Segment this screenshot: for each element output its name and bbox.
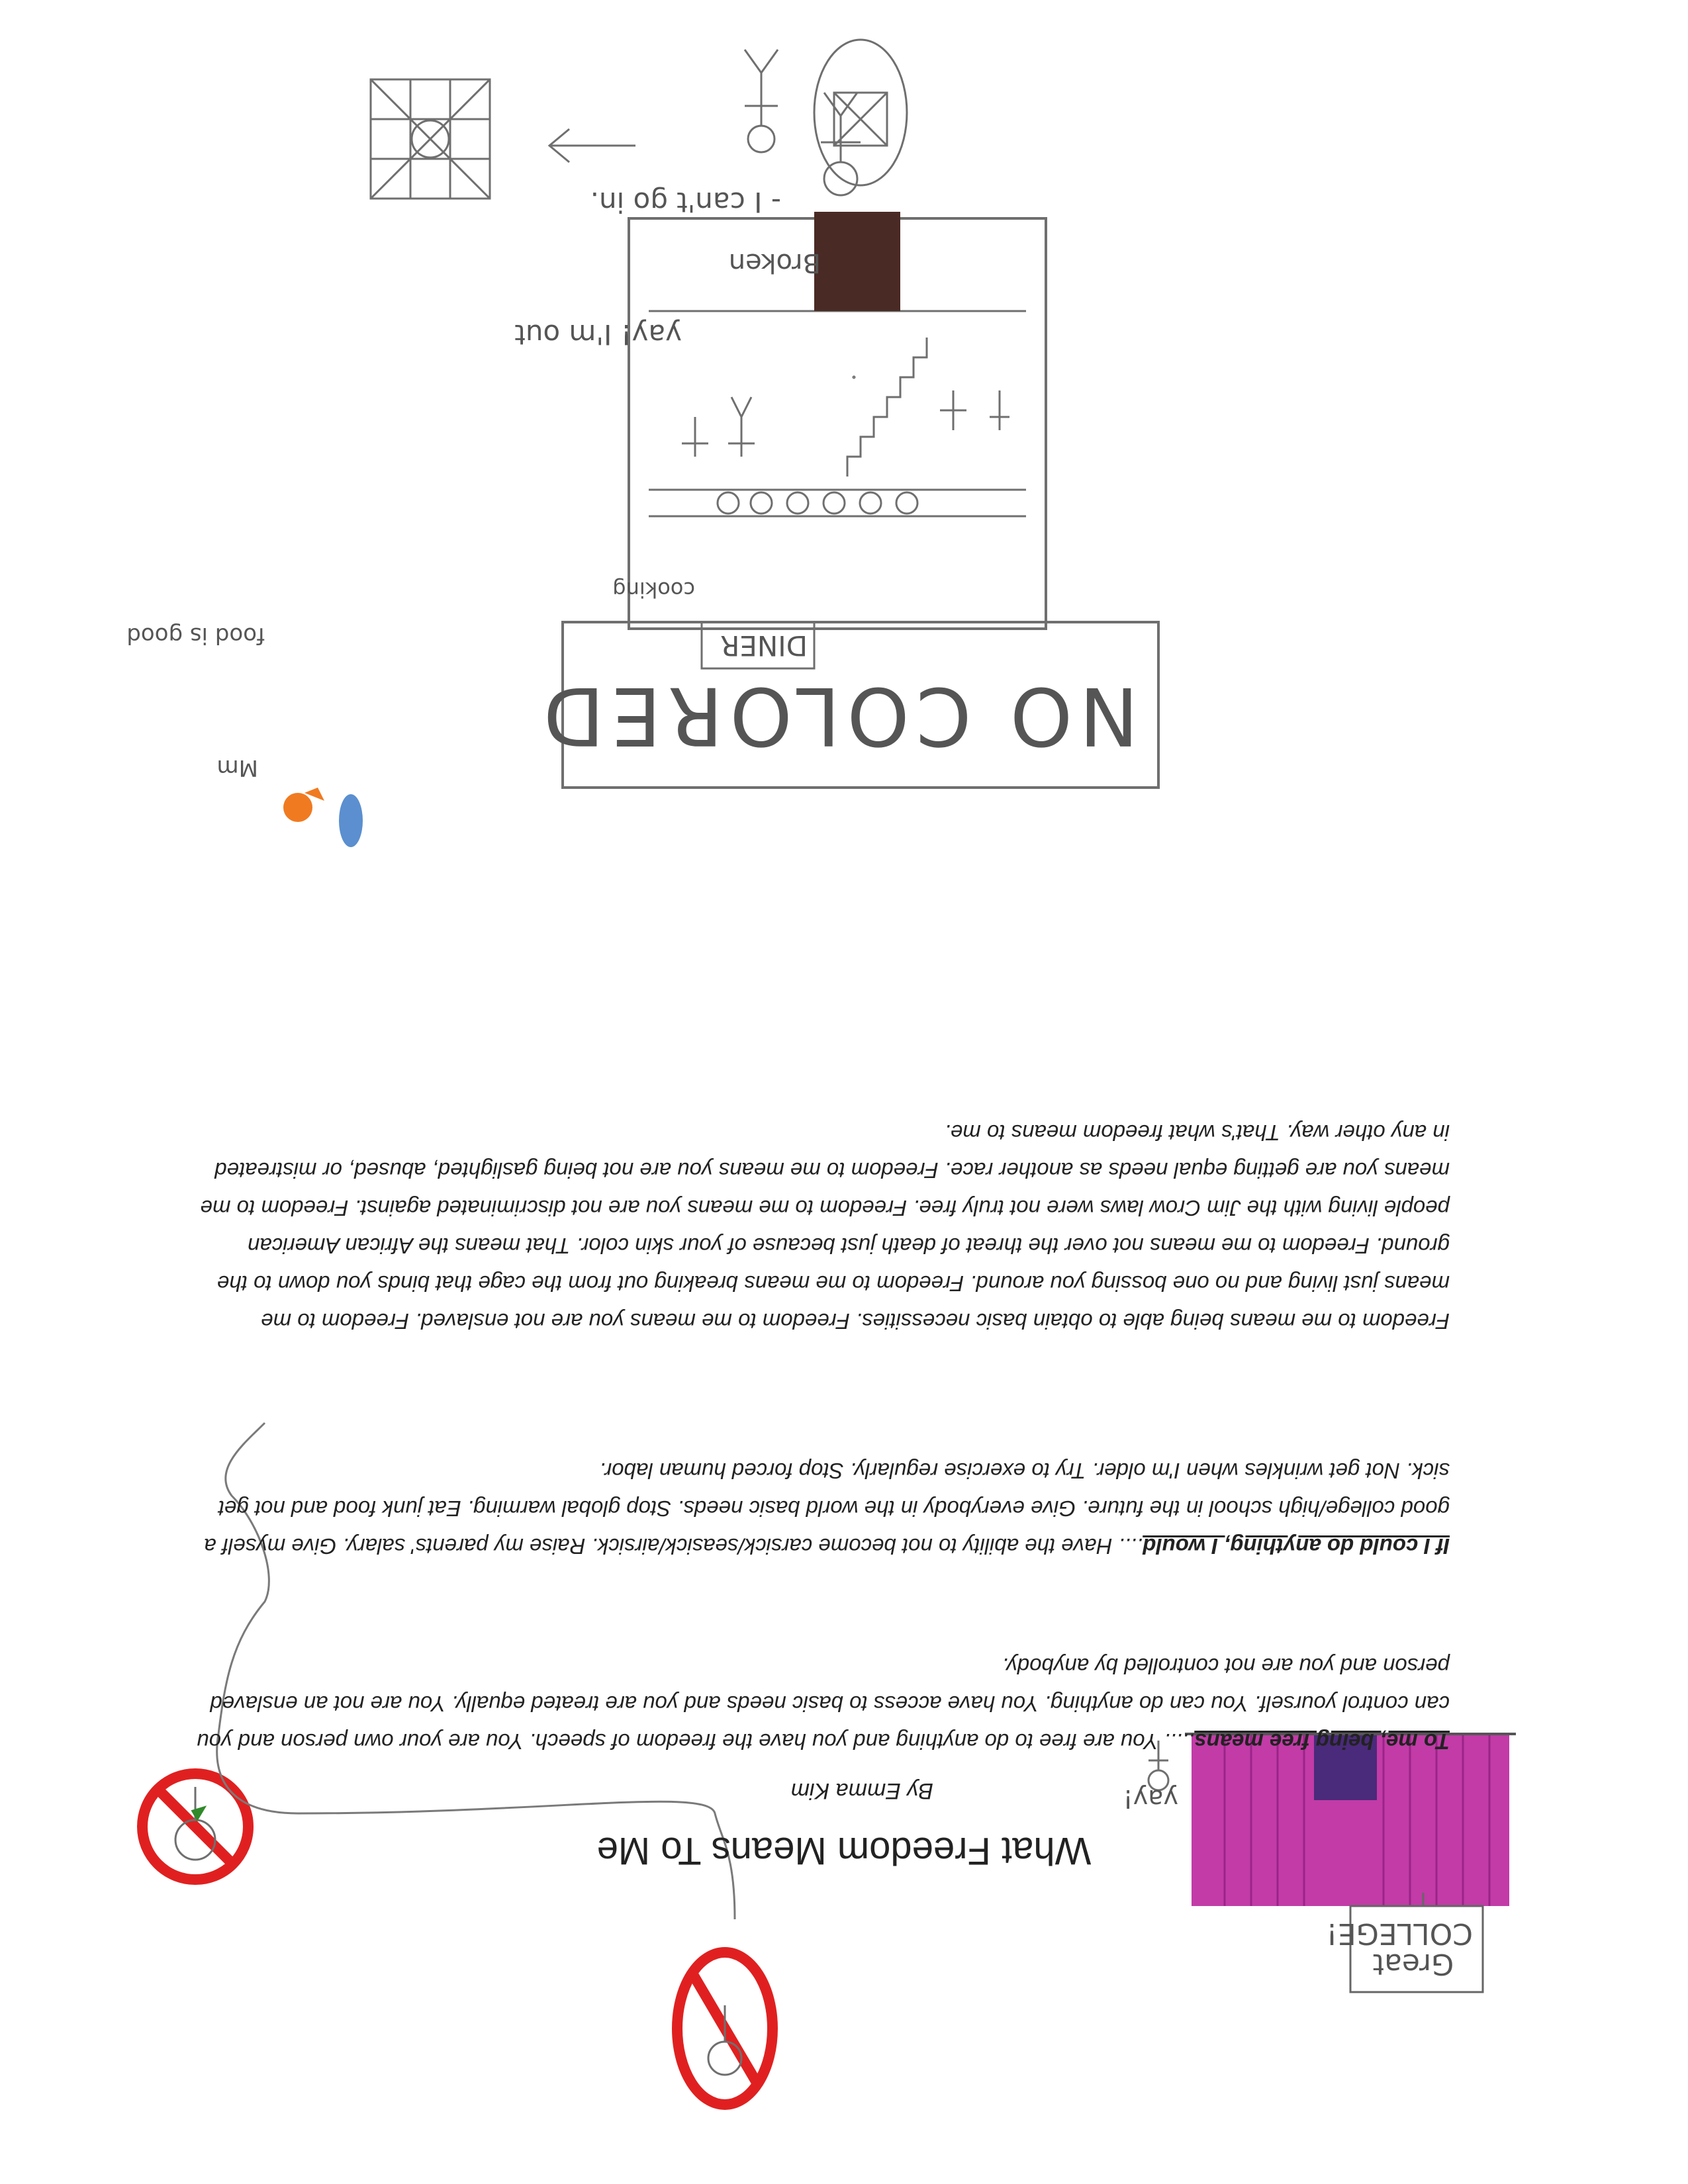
paragraph-lead: To me, being free means [1194,1729,1450,1754]
broken-text: Broken [728,248,821,278]
diner-name-text: DINER [720,629,808,662]
college-speech-text: yay! [1123,1784,1178,1813]
paragraph-being-free [192,1647,1450,1760]
closed-cage-figure [371,79,635,199]
cooking-label: cooking [612,577,695,602]
food-items [283,788,363,847]
diner-sign-text: NO COLORED [536,669,1139,761]
diner-door [814,212,900,311]
cant-go-in-text: - I can't go in. [590,186,781,218]
paragraph-if-i-could [192,1452,1450,1565]
paragraph-text: ..... You are free to do anything and you have the freedom of speech. You are your own person and you can control yourself. You can do anything. You have access to basic needs and you are treated equally. You are not an enslaved person and you are not controlled by anybody. [197,1654,1450,1754]
prohibited-figure-left [142,1774,248,1880]
paragraph-text: Freedom to me means being able to obtain basic necessities. Freedom to me means you are not enslaved. Freedom to me means just living and no one bossing you around. Freedom to me means breaking out from the cage that binds you down to the ground. Freedom to me means not over the threat of death just because of your skin color. That means the African American people living with the Jim Crow laws were not truly free. Freedom to me means you are not discriminated against. Freedom to me means you are getting equal needs as another race. Freedom to me means you are not being gaslighted, abused, or mistreated in any other way. That's what freedom means to me. [200,1120,1450,1334]
yay-out-text: yay! I'm out [514,318,682,351]
diner-plates [718,492,917,514]
byline: By Emma Kim [790,1778,933,1803]
prohibited-figure-middle [677,1952,773,2105]
broken-cage-figure [745,40,907,185]
paragraph-lead: If I could do anything, I would [1143,1534,1450,1559]
paragraph-text: .... Have the ability to not become carsick/seasick/airsick. Raise my parents' salary. Give myself a good college/high school in the future. Give everybody in the world basic needs. Stop global warming. Eat junk food and not get sick. Not get wrinkles when I'm older. Try to exercise regularly. Stop forced human labor. [204,1459,1450,1559]
food-label: food is good [126,622,265,649]
page-title: What Freedom Means To Me [596,1829,1092,1872]
paragraph-freedom-to-me [192,1114,1450,1340]
college-sign-text: Great COLLEGE! [1326,1917,1473,1981]
diner-people [682,390,1009,457]
food-note: Mm [216,754,258,781]
